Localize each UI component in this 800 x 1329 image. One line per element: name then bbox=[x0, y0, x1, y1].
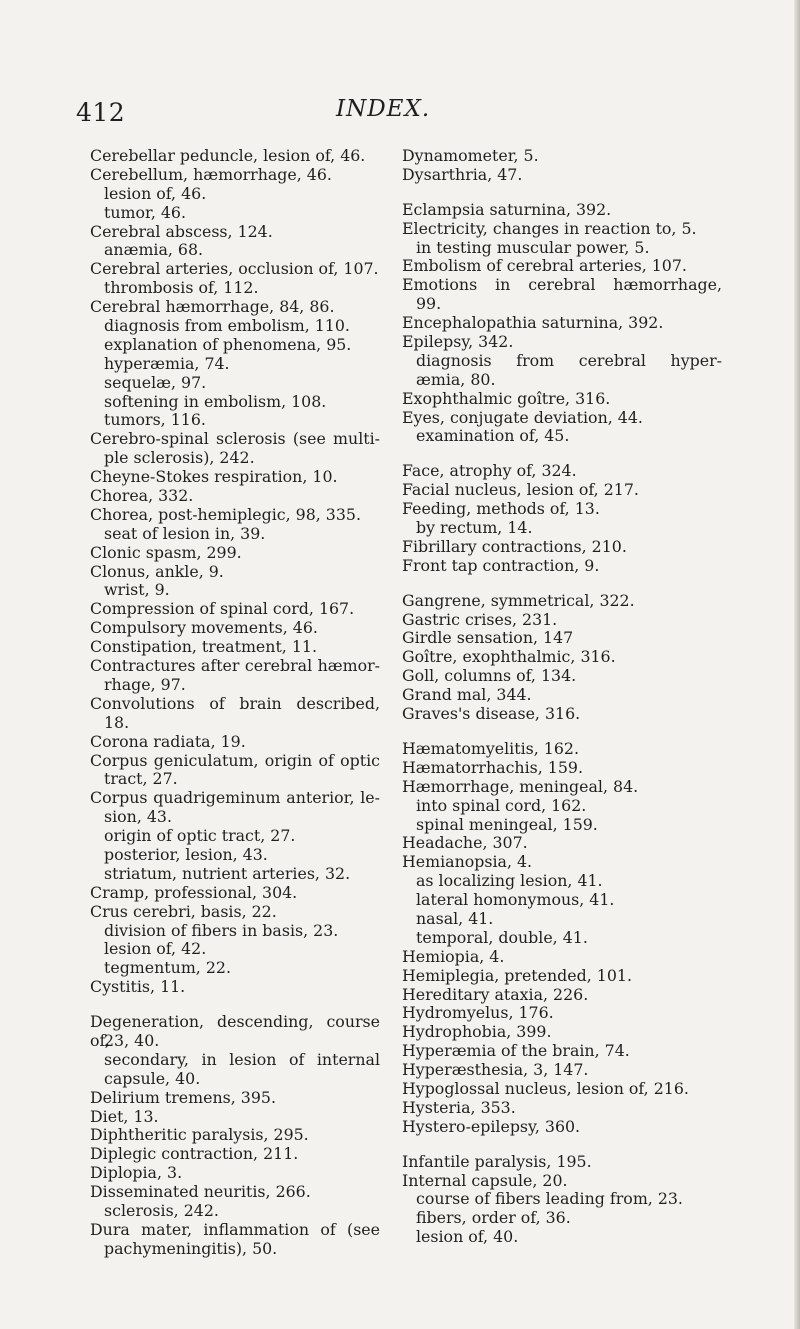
index-entry: Encephalopathia saturnina, 392. bbox=[402, 313, 664, 333]
index-entry: Hemiplegia, pretended, 101. bbox=[402, 965, 632, 985]
index-entry: Hysteria, 353. bbox=[402, 1097, 516, 1117]
index-entry: Feeding, methods of, 13. bbox=[402, 499, 600, 519]
index-column-right bbox=[402, 147, 722, 1247]
index-entry: Cramp, professional, 304. bbox=[90, 882, 298, 902]
index-subentry: thrombosis of, 112. bbox=[104, 278, 259, 298]
index-entry: Diplegic contraction, 211. bbox=[90, 1144, 299, 1164]
index-entry: Goître, exophthalmic, 316. bbox=[402, 647, 616, 667]
index-subentry: pachymeningitis), 50. bbox=[104, 1238, 278, 1258]
index-subentry: 23, 40. bbox=[104, 1030, 160, 1050]
index-subentry: 99. bbox=[416, 294, 442, 314]
letter-group-spacer bbox=[402, 446, 722, 462]
index-entry: Gastric crises, 231. bbox=[402, 609, 558, 629]
page-number: 412 bbox=[76, 98, 126, 127]
index-subentry: explanation of phenomena, 95. bbox=[104, 334, 352, 354]
index-subentry: tumor, 46. bbox=[104, 202, 186, 222]
index-subentry: lesion of, 40. bbox=[416, 1227, 519, 1247]
index-entry: Cystitis, 11. bbox=[90, 977, 186, 997]
index-entry: Hæmatorrhachis, 159. bbox=[402, 757, 583, 777]
index-entry: Embolism of cerebral arteries, 107. bbox=[402, 256, 687, 276]
index-entry: Grand mal, 344. bbox=[402, 685, 532, 705]
running-head: INDEX. bbox=[336, 96, 431, 122]
index-entry: Dysarthria, 47. bbox=[402, 164, 523, 184]
index-entry: Hyperæmia of the brain, 74. bbox=[402, 1041, 630, 1061]
index-entry: Girdle sensation, 147 bbox=[402, 628, 574, 648]
index-entry: Clonic spasm, 299. bbox=[90, 542, 242, 562]
page-edge-shadow bbox=[794, 0, 800, 1329]
index-subentry: sclerosis, 242. bbox=[104, 1200, 219, 1220]
letter-group-spacer bbox=[402, 576, 722, 592]
index-entry: Constipation, treatment, 11. bbox=[90, 637, 317, 657]
index-entry: Cerebellar peduncle, lesion of, 46. bbox=[90, 146, 366, 165]
index-entry: Graves's disease, 316. bbox=[402, 704, 581, 724]
index-entry: Face, atrophy of, 324. bbox=[402, 461, 577, 481]
index-subentry: examination of, 45. bbox=[416, 426, 570, 446]
index-subentry: origin of optic tract, 27. bbox=[104, 826, 296, 846]
index-subentry: fibers, order of, 36. bbox=[416, 1208, 571, 1228]
letter-group-spacer bbox=[402, 1137, 722, 1153]
index-entry: Chorea, 332. bbox=[90, 486, 194, 506]
index-subentry: division of fibers in basis, 23. bbox=[104, 920, 339, 940]
index-entry: Goll, columns of, 134. bbox=[402, 666, 577, 686]
index-entry: Compulsory movements, 46. bbox=[90, 618, 318, 638]
index-subentry: sequelæ, 97. bbox=[104, 372, 207, 392]
index-subentry: posterior, lesion, 43. bbox=[104, 844, 268, 864]
index-subentry: striatum, nutrient arteries, 32. bbox=[104, 863, 351, 883]
index-subentry: sion, 43. bbox=[104, 807, 173, 827]
index-entry: Dura mater, inflammation of (see bbox=[90, 1219, 380, 1239]
index-subentry: 18. bbox=[104, 712, 130, 732]
index-entry: Cheyne-Stokes respiration, 10. bbox=[90, 467, 338, 487]
index-subentry: wrist, 9. bbox=[104, 580, 170, 600]
index-entry: Front tap contraction, 9. bbox=[402, 555, 600, 575]
index-subentry: anæmia, 68. bbox=[104, 240, 204, 260]
index-entry: Diphtheritic paralysis, 295. bbox=[90, 1125, 309, 1145]
index-column-left bbox=[90, 147, 380, 1259]
index-subentry: tract, 27. bbox=[104, 769, 178, 789]
index-entry: Emotions in cerebral hæmorrhage, bbox=[402, 275, 722, 295]
index-subentry: diagnosis from cerebral hyper- bbox=[416, 350, 722, 370]
index-entry: Cerebro-spinal sclerosis (see multi- bbox=[90, 429, 380, 449]
index-entry: Cerebral hæmorrhage, 84, 86. bbox=[90, 297, 335, 317]
index-entry: Eyes, conjugate deviation, 44. bbox=[402, 407, 643, 427]
index-subentry: lateral homonymous, 41. bbox=[416, 890, 615, 910]
index-subentry: secondary, in lesion of internal bbox=[104, 1049, 380, 1069]
index-entry: Hereditary ataxia, 226. bbox=[402, 984, 589, 1004]
index-entry: Hydrophobia, 399. bbox=[402, 1022, 552, 1042]
index-subentry: as localizing lesion, 41. bbox=[416, 871, 603, 891]
index-entry: Corpus geniculatum, origin of optic bbox=[90, 750, 380, 770]
index-entry: Crus cerebri, basis, 22. bbox=[90, 901, 277, 921]
index-entry: Electricity, changes in reaction to, 5. bbox=[402, 218, 697, 238]
index-entry: Hemianopsia, 4. bbox=[402, 852, 533, 872]
index-subentry: by rectum, 14. bbox=[416, 518, 533, 538]
index-subentry: æmia, 80. bbox=[416, 369, 496, 389]
index-entry: Delirium tremens, 395. bbox=[90, 1087, 276, 1107]
index-entry: Hyperæsthesia, 3, 147. bbox=[402, 1060, 589, 1080]
index-subentry: temporal, double, 41. bbox=[416, 927, 588, 947]
index-entry: Dynamometer, 5. bbox=[402, 146, 539, 165]
index-subentry: course of fibers leading from, 23. bbox=[416, 1189, 683, 1209]
index-subentry: capsule, 40. bbox=[104, 1068, 201, 1088]
index-entry: Diplopia, 3. bbox=[90, 1163, 183, 1183]
index-subentry: in testing muscular power, 5. bbox=[416, 237, 650, 257]
index-entry: Corona radiata, 19. bbox=[90, 731, 246, 751]
index-subentry: tumors, 116. bbox=[104, 410, 206, 430]
index-entry: Hydromyelus, 176. bbox=[402, 1003, 554, 1023]
index-entry: Cerebral arteries, occlusion of, 107. bbox=[90, 259, 379, 279]
index-subentry: seat of lesion in, 39. bbox=[104, 523, 266, 543]
index-entry: Epilepsy, 342. bbox=[402, 332, 514, 352]
index-entry: Infantile paralysis, 195. bbox=[402, 1151, 592, 1171]
index-entry: Convolutions of brain described, bbox=[90, 693, 380, 713]
index-subentry: lesion of, 42. bbox=[104, 939, 207, 959]
index-entry: Corpus quadrigeminum anterior, le- bbox=[90, 788, 380, 808]
index-entry: Facial nucleus, lesion of, 217. bbox=[402, 480, 639, 500]
index-entry: Headache, 307. bbox=[402, 833, 528, 853]
index-entry: Hæmorrhage, meningeal, 84. bbox=[402, 776, 639, 796]
index-subentry: lesion of, 46. bbox=[104, 183, 207, 203]
index-entry: Degeneration, descending, course of, bbox=[90, 1012, 380, 1050]
index-entry: Fibrillary contractions, 210. bbox=[402, 536, 627, 556]
index-subentry: spinal meningeal, 159. bbox=[416, 814, 598, 834]
index-entry: Hystero-epilepsy, 360. bbox=[402, 1116, 581, 1136]
letter-group-spacer bbox=[90, 997, 380, 1013]
index-subentry: ple sclerosis), 242. bbox=[104, 448, 255, 468]
index-entry: Eclampsia saturnina, 392. bbox=[402, 199, 612, 219]
index-entry: Hypoglossal nucleus, lesion of, 216. bbox=[402, 1078, 689, 1098]
index-subentry: into spinal cord, 162. bbox=[416, 795, 587, 815]
index-subentry: hyperæmia, 74. bbox=[104, 353, 230, 373]
index-subentry: diagnosis from embolism, 110. bbox=[104, 316, 350, 336]
index-subentry: nasal, 41. bbox=[416, 908, 494, 928]
letter-group-spacer bbox=[402, 185, 722, 201]
index-entry: Hemiopia, 4. bbox=[402, 946, 505, 966]
index-entry: Clonus, ankle, 9. bbox=[90, 561, 224, 581]
index-entry: Diet, 13. bbox=[90, 1106, 159, 1126]
index-subentry: rhage, 97. bbox=[104, 674, 186, 694]
index-subentry: tegmentum, 22. bbox=[104, 958, 231, 978]
index-entry: Gangrene, symmetrical, 322. bbox=[402, 590, 635, 610]
index-entry: Cerebellum, hæmorrhage, 46. bbox=[90, 164, 332, 184]
index-entry: Hæmatomyelitis, 162. bbox=[402, 738, 579, 758]
index-entry: Internal capsule, 20. bbox=[402, 1170, 568, 1190]
letter-group-spacer bbox=[402, 724, 722, 740]
index-entry: Chorea, post-hemiplegic, 98, 335. bbox=[90, 504, 361, 524]
index-entry: Exophthalmic goître, 316. bbox=[402, 388, 611, 408]
index-entry: Disseminated neuritis, 266. bbox=[90, 1182, 311, 1202]
index-subentry: softening in embolism, 108. bbox=[104, 391, 327, 411]
index-entry: Cerebral abscess, 124. bbox=[90, 221, 273, 241]
index-entry: Compression of spinal cord, 167. bbox=[90, 599, 355, 619]
index-entry: Contractures after cerebral hæmor- bbox=[90, 656, 380, 676]
